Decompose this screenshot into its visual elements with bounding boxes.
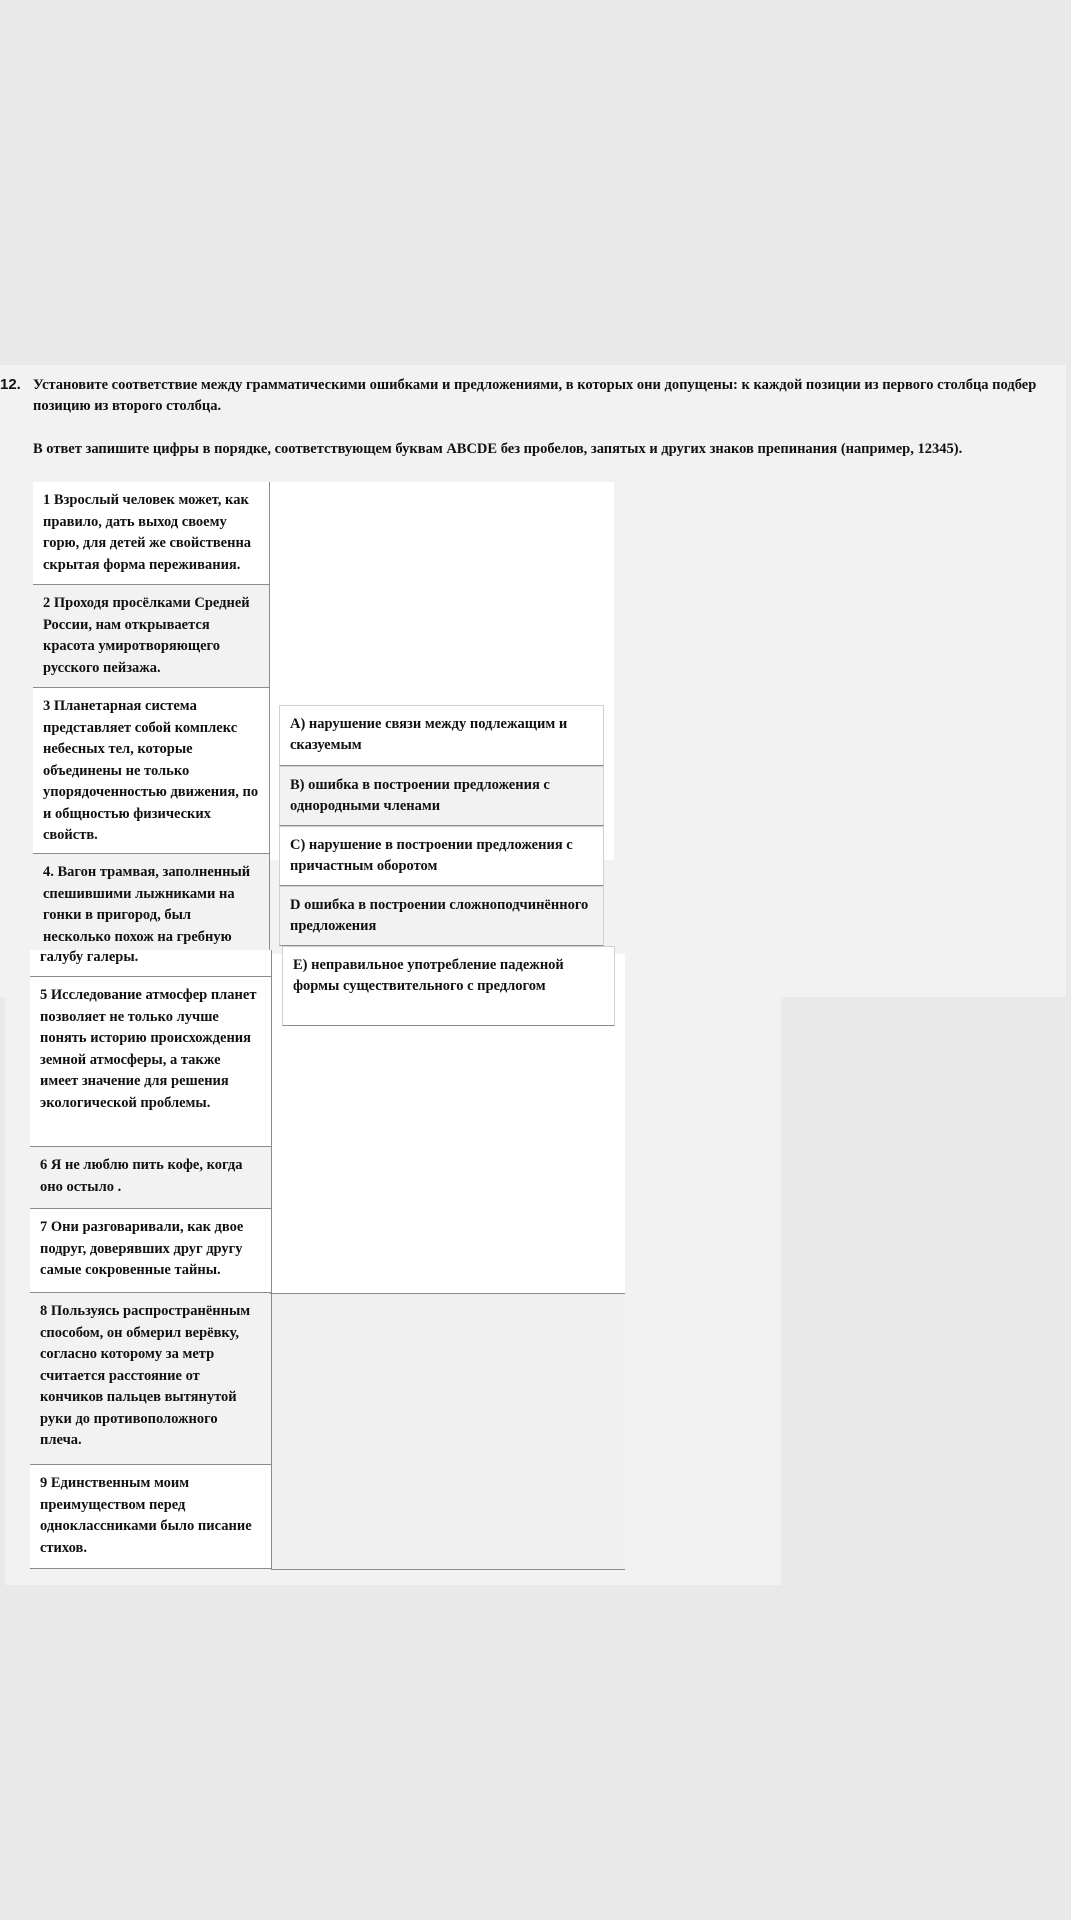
lower-column-divider — [271, 950, 272, 1569]
sentence-6: 6 Я не люблю пить кофе, когда оно остыло . — [30, 1147, 271, 1209]
error-option-b: B) ошибка в построении предложения с однородными членами — [279, 766, 604, 826]
question-text-line-2: позицию из второго столбца. — [33, 398, 222, 414]
question-text-line-1: Установите соответствие между грамматическими ошибками и предложениями, в которых они допущены: к каждой позиции из первого столбца подбер — [33, 377, 1037, 393]
sentence-7: 7 Они разговаривали, как двое подруг, доверявших друг другу самые сокровенные тайны. — [30, 1209, 271, 1293]
sentence-4-tail: галубу галеры. — [30, 950, 271, 977]
sentence-4: 4. Вагон трамвая, заполненный спешившими лыжниками на гонки в пригород, был несколько похож на гребную — [33, 854, 270, 954]
right-table-divider — [270, 1293, 625, 1294]
error-option-d: D ошибка в построении сложноподчинённого предложения — [279, 886, 604, 946]
answer-instruction: В ответ запишите цифры в порядке, соответствующем буквам ABCDE без пробелов, запятых и других знаков препинания (например, 12345). — [33, 441, 963, 457]
sentence-9: 9 Единственным моим преимуществом перед одноклассниками было писание стихов. — [30, 1465, 271, 1569]
sentence-8: 8 Пользуясь распространённым способом, он обмерил верёвку, согласно которому за метр считается расстояние от кончиков пальцев вытянутой руки до противоположного плеча. — [30, 1293, 271, 1465]
error-option-e: E) неправильное употребление падежной формы существительного с предлогом — [282, 946, 615, 1026]
sentence-2: 2 Проходя просёлками Средней России, нам открывается красота умиротворяющего русского пейзажа. — [33, 585, 270, 688]
sentence-3: 3 Планетарная система представляет собой комплекс небесных тел, которые объединены не только упорядоченностью движения, по и общностью физических свойств. — [33, 688, 270, 854]
lower-right-column-gray — [271, 1293, 625, 1570]
sentence-5: 5 Исследование атмосфер планет позволяет не только лучше понять историю происхождения земной атмосферы, а также имеет значение для решения экологической проблемы. — [30, 977, 271, 1147]
error-option-a: A) нарушение связи между подлежащим и сказуемым — [279, 705, 604, 766]
upper-column-divider — [269, 482, 270, 954]
question-number: 12. — [0, 376, 21, 393]
error-option-c: C) нарушение в построении предложения с причастным оборотом — [279, 826, 604, 886]
sentence-1: 1 Взрослый человек может, как правило, дать выход своему горю, для детей же свойственна скрытая форма переживания. — [33, 482, 270, 585]
question-text — [33, 375, 1071, 417]
